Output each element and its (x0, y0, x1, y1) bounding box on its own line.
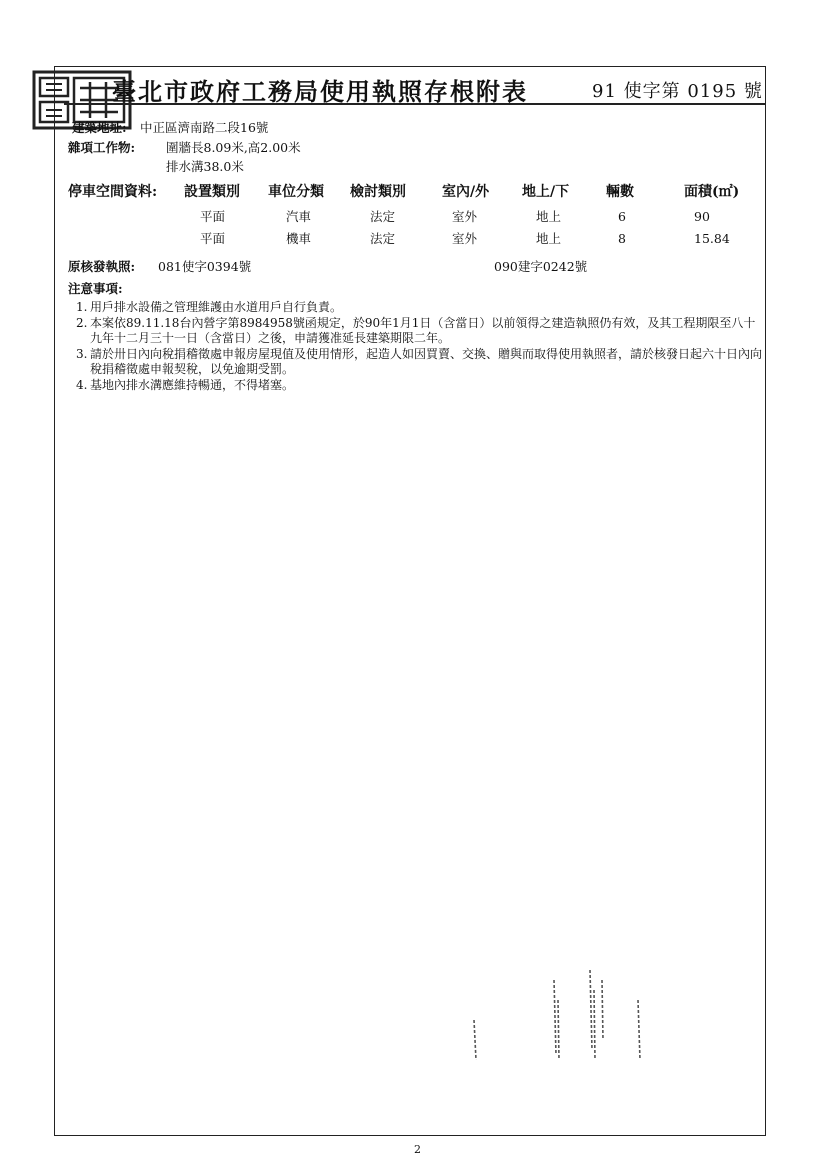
parking-cell: 8 (618, 231, 626, 246)
parking-cell: 平面 (200, 231, 226, 246)
parking-col-header: 檢討類別 (350, 184, 406, 200)
note-text: 本案依89.11.18台內營字第8984958號函規定，於90年1月1日（含當日）以前領得之建造執照仍有效，及其工程期限至八十九年十二月三十一日（含當日）之後，申請獲准延長建築期限二年。 (90, 316, 756, 345)
parking-col-header: 面積(㎡) (684, 184, 740, 200)
notes-label: 注意事項: (68, 281, 123, 296)
parking-cell: 汽車 (286, 209, 312, 224)
note-number: 1. (76, 300, 88, 314)
parking-label: 停車空間資料: (68, 184, 158, 200)
page-number: 2 (414, 1143, 421, 1156)
parking-cell: 法定 (370, 209, 396, 224)
permit-number: 91 使字第 0195 號 (592, 81, 763, 102)
list-item (76, 300, 766, 315)
note-number: 4. (76, 378, 88, 392)
parking-cell: 法定 (370, 231, 396, 246)
parking-col-header: 輛數 (606, 184, 634, 200)
parking-cell: 地上 (536, 231, 562, 246)
note-text: 用戶排水設備之管理維護由水道用戶自行負責。 (90, 300, 343, 314)
list-item (76, 378, 766, 393)
note-text: 請於卅日內向稅捐稽徵處申報房屋現值及使用情形，起造人如因買賣、交換、贈與而取得使用執照者，請於核發日起六十日內向稅捐稽徵處申報契稅，以免逾期受罰。 (90, 347, 763, 376)
page-title: 臺北市政府工務局使用執照存根附表 (112, 77, 528, 106)
notes-list (76, 300, 766, 394)
parking-cell: 機車 (286, 231, 312, 246)
parking-col-header: 車位分類 (268, 184, 324, 200)
site-label: 建築地址: (72, 120, 127, 135)
parking-cell: 平面 (200, 209, 226, 224)
parking-cell: 6 (618, 209, 626, 224)
note-number: 3. (76, 347, 88, 361)
original-license-value: 090建字0242號 (494, 259, 588, 274)
parking-cell: 室外 (452, 231, 478, 246)
parking-cell: 地上 (536, 209, 562, 224)
list-item (76, 316, 766, 346)
parking-cell: 15.84 (694, 231, 730, 246)
title-divider (64, 103, 766, 105)
note-text: 基地內排水溝應維持暢通，不得堵塞。 (90, 378, 295, 392)
site-value: 中正區濟南路二段16號 (140, 120, 269, 135)
parking-cell: 室外 (452, 209, 478, 224)
original-license-value: 081使字0394號 (158, 259, 252, 274)
signature-marks (462, 960, 662, 1070)
parking-col-header: 設置類別 (184, 184, 240, 200)
parking-cell: 90 (694, 209, 710, 224)
misc-works-line: 圍牆長8.09米,高2.00米 (166, 140, 301, 155)
parking-col-header: 地上/下 (522, 184, 570, 200)
misc-works-label: 雜項工作物: (68, 140, 136, 155)
misc-works-line: 排水溝38.0米 (166, 159, 244, 174)
note-number: 2. (76, 316, 88, 330)
list-item (76, 347, 766, 377)
original-license-label: 原核發執照: (68, 259, 136, 274)
parking-col-header: 室內/外 (442, 184, 490, 200)
